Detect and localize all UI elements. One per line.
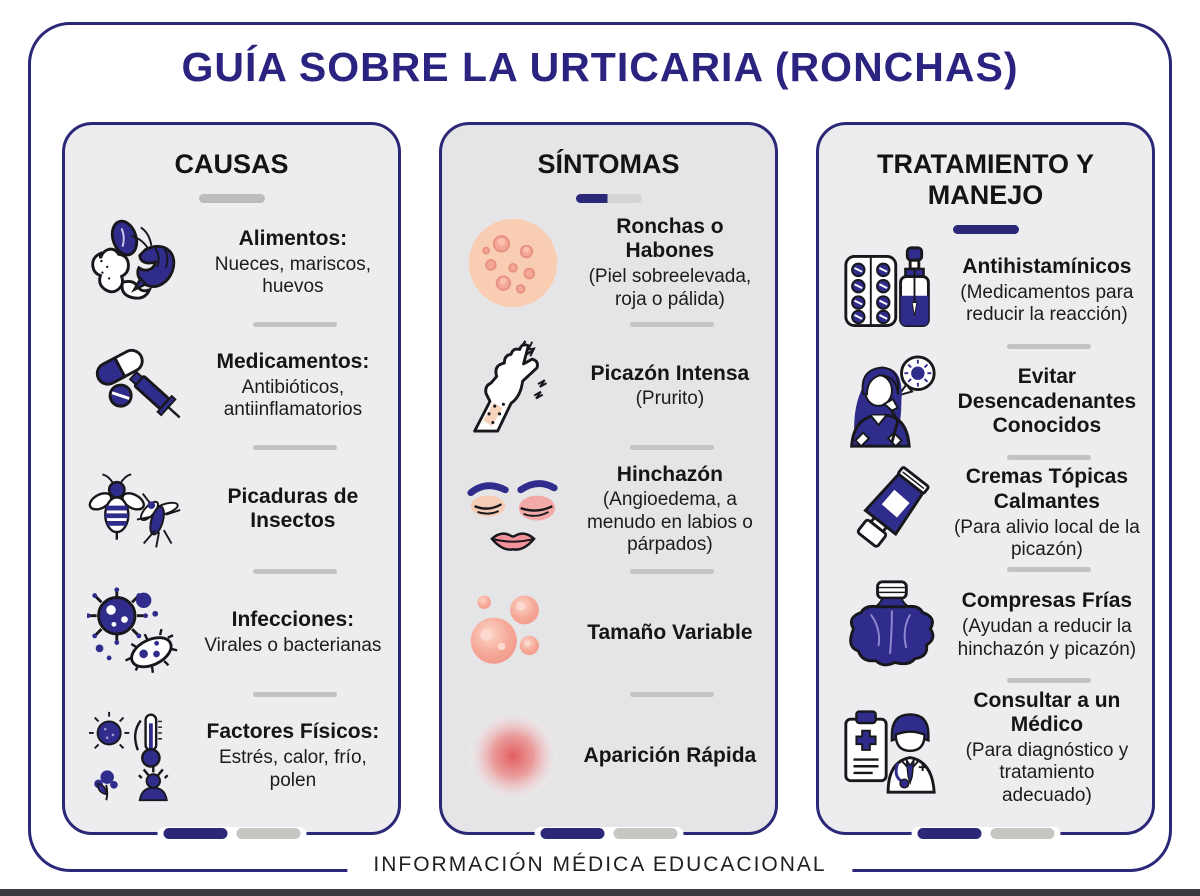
list-item (827, 354, 1144, 450)
physical-factors-icon (73, 708, 200, 804)
column-treatment (816, 122, 1155, 835)
item-title: Cremas Tópicas Calmantes (965, 465, 1129, 514)
item-divider (73, 322, 390, 327)
item-title: Medicamentos: (216, 350, 370, 374)
list-item (73, 708, 390, 804)
medications-icon (73, 338, 200, 434)
item-subtitle: Virales o bacterianas (204, 635, 382, 657)
item-title: Hinchazón (616, 462, 723, 486)
items-list (450, 209, 767, 810)
item-divider (73, 692, 390, 697)
item-divider (450, 569, 767, 574)
item-subtitle: (Prurito) (635, 388, 705, 410)
item-divider (73, 569, 390, 574)
item-title: Picaduras de Insectos (227, 484, 359, 533)
item-subtitle: (Ayudan a reducir la hinchazón y picazón) (957, 616, 1137, 660)
list-item (827, 243, 1144, 339)
swollen-face-icon (450, 462, 577, 558)
bottom-bar-gray (613, 828, 677, 839)
column-header: TRATAMIENTO Y MANEJO (876, 149, 1094, 211)
item-title: Antihistamínicos (962, 254, 1132, 278)
item-title: Evitar Desencadenantes Conocidos (957, 364, 1137, 438)
consult-doctor-icon (827, 700, 954, 796)
list-item (73, 338, 390, 434)
item-title: Infecciones: (231, 608, 355, 632)
item-title: Picazón Intensa (590, 361, 750, 385)
item-title: Consultar a un Médico (973, 688, 1121, 737)
bottom-edge-strip (0, 889, 1200, 896)
avoid-triggers-icon (827, 354, 954, 450)
item-title: Ronchas o Habones (616, 214, 724, 263)
bottom-bar-navy (917, 828, 981, 839)
hives-skin-icon (450, 215, 577, 311)
footer-label: INFORMACIÓN MÉDICA EDUCACIONAL (347, 853, 852, 877)
list-item (73, 461, 390, 557)
header-progress-pill (576, 194, 642, 203)
item-divider (827, 678, 1144, 683)
item-subtitle: Estrés, calor, frío, polen (218, 747, 367, 791)
item-title: Factores Físicos: (206, 720, 380, 744)
bottom-bars (157, 827, 306, 840)
item-divider (827, 455, 1144, 460)
item-subtitle: Antibióticos, antiinflamatorios (223, 377, 363, 421)
item-subtitle: (Angioedema, a menudo en labios o párpados) (586, 489, 753, 556)
column-header: CAUSAS (174, 149, 289, 179)
bottom-bar-gray (990, 828, 1054, 839)
item-title: Tamaño Variable (587, 620, 753, 644)
item-subtitle: Nueces, mariscos, huevos (214, 253, 372, 298)
bottom-bar-navy (540, 828, 604, 839)
list-item (827, 465, 1144, 561)
item-title: Aparición Rápida (583, 743, 757, 767)
list-item (73, 585, 390, 681)
list-item (450, 462, 767, 558)
item-subtitle: (Piel sobreelevada, roja o pálida) (588, 266, 752, 310)
item-divider (450, 692, 767, 697)
item-divider (450, 445, 767, 450)
columns-container (62, 122, 1155, 835)
itching-hand-icon (450, 338, 577, 434)
list-item (450, 215, 767, 311)
list-item (450, 708, 767, 804)
items-list (827, 240, 1144, 810)
item-subtitle: (Para alivio local de la picazón) (953, 516, 1140, 561)
list-item (827, 577, 1144, 673)
list-item (450, 338, 767, 434)
header-progress-pill (199, 194, 265, 203)
bottom-bars (534, 827, 683, 840)
item-subtitle: (Para diagnóstico y tratamiento adecuado) (965, 740, 1129, 806)
list-item (827, 689, 1144, 808)
rapid-onset-icon (450, 708, 577, 804)
page-title: GUÍA SOBRE LA URTICARIA (RONCHAS) (181, 44, 1019, 90)
antihistamines-icon (827, 243, 954, 339)
column-symptoms (439, 122, 778, 835)
list-item (73, 215, 390, 311)
bottom-bars (911, 827, 1060, 840)
bottom-bar-gray (236, 828, 300, 839)
variable-size-icon (450, 585, 577, 681)
item-subtitle: (Medicamentos para reducir la reacción) (960, 281, 1134, 326)
item-divider (73, 445, 390, 450)
bottom-bar-navy (163, 828, 227, 839)
item-divider (827, 567, 1144, 572)
insect-bites-icon (73, 461, 200, 557)
items-list (73, 209, 390, 810)
infections-icon (73, 585, 200, 681)
item-title: Compresas Frías (961, 589, 1133, 613)
item-title: Alimentos: (238, 226, 348, 250)
topical-cream-icon (827, 466, 954, 562)
cold-compress-icon (827, 577, 954, 673)
food-allergens-icon (73, 215, 200, 311)
column-header: SÍNTOMAS (537, 149, 680, 179)
item-divider (450, 322, 767, 327)
item-divider (827, 344, 1144, 349)
column-causes (62, 122, 401, 835)
header-progress-pill (953, 225, 1019, 234)
list-item (450, 585, 767, 681)
